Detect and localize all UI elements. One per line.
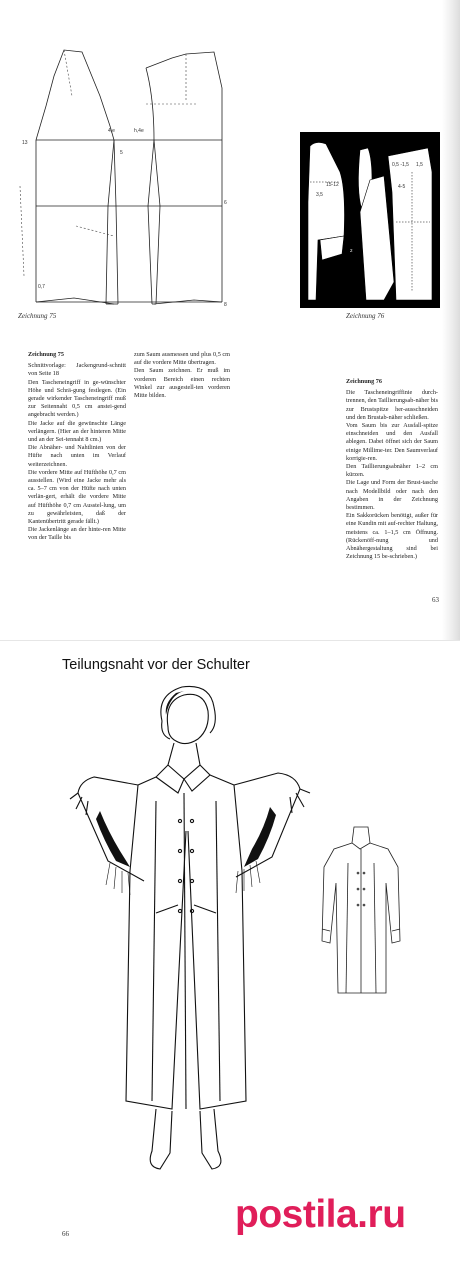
text-column-2 <box>134 351 230 400</box>
drawing75-label-5: 5 <box>120 150 123 156</box>
drawing76-label-2: 1,5 <box>416 162 423 168</box>
watermark-logo: postila.ru <box>235 1193 406 1236</box>
lower-book-page <box>0 640 460 1268</box>
column-3-heading: Zeichnung 76 <box>346 378 382 385</box>
drawing75-label-07: 0,7 <box>38 284 45 290</box>
drawing76-label-5: 3,5 <box>316 192 323 198</box>
fashion-illustration <box>60 681 320 1181</box>
pattern-drawing-75 <box>14 36 236 310</box>
page-title: Teilungsnaht vor der Schulter <box>62 657 250 673</box>
drawing76-label-6: 2 <box>350 248 353 253</box>
drawing75-label-13: 13 <box>22 140 28 146</box>
column-2-text: zum Saum ausmessen und plus 0,5 cm auf die vordere Mitte übertragen. Den Saum zeichnen. Er muß im vorderen Bereich einen rechten Winkel zur ausgestell-ten vorderen Mitte bilden. <box>134 351 230 400</box>
drawing75-label-8: 8 <box>224 302 227 308</box>
drawing-75-caption: Zeichnung 75 <box>18 312 57 320</box>
book-spine-shadow <box>442 0 460 640</box>
drawing75-label-h4e: h,4e <box>134 128 144 134</box>
column-1-text: Schnittvorlage: Jackengrund-schnitt von Seite 18 Den Tascheneingriff in ge-wünschter Höhe und Schrä-gung festlegen. (Ein gerade wirkender Tascheneingriff muß zur Seitennaht 0,5 cm anstei-gend angebracht werden.) Die Jacke auf die gewünschte Länge verlängern. (Hier an der hinteren Mitte und an der Sei-tennaht 8 cm.) Die Abnäher- und Nahtlinien von der Hüfte nach unten im Verlauf weiterzeichnen. Die vordere Mitte auf Hüfthöhe 0,7 cm ausstellen. (Wird eine Jacke mehr als ca. 5–7 cm von der Hüfte nach unten verlän-gert, erhält die vordere Mitte auf Hüfthöhe 0,7 cm Ausstel-lung, um zu gewährleisten, daß der Kantenübertritt gerade fällt.) Die Jackenlänge an der hinte-ren Mitte von der Taille bis <box>28 362 126 542</box>
drawing75-label-6: 6 <box>224 200 227 206</box>
text-column-1 <box>28 351 126 543</box>
drawing75-label-4e: 4,e <box>108 128 115 134</box>
column-3-text: Die Tascheneingriffinie durch-trennen, den Taillierungsab-näher bis zur Brustspitze her-ausschneiden und den Brustab-näher schließen. Vom Saum bis zur Ausfall-spitze einschneiden und den Ausfall ablegen. Dabei öffnet sich der Saum einige Millime-ter. Den Saumverlauf korrigie-ren. Den Taillierungsabnäher 1–2 cm kürzen. Die Lage und Form der Brust-tasche nach Modellbild oder nach den Angaben in der Zeichnung bestimmen. Ein Sakkorücken benötigt, außer für eine Kundin mit auf-rechter Haltung, meistens ca. 1–1,5 cm Öffnung. (Rückenöff-nung und Abnähergestaltung sind bei Zeichnung 15 be-schrieben.) <box>346 389 438 561</box>
drawing76-label-3: 4-5 <box>398 184 406 190</box>
pattern-drawing-76 <box>300 132 440 308</box>
drawing76-label-4: 15-12 <box>326 182 339 188</box>
drawing-76-caption: Zeichnung 76 <box>346 312 385 320</box>
coat-flat-sketch <box>316 823 406 999</box>
page-number-66: 66 <box>62 1230 69 1238</box>
text-column-3 <box>346 378 438 561</box>
column-1-heading: Zeichnung 75 <box>28 351 64 358</box>
drawing76-label-1: 0,5 -1,5 <box>392 162 409 168</box>
page-number-63: 63 <box>432 596 439 604</box>
